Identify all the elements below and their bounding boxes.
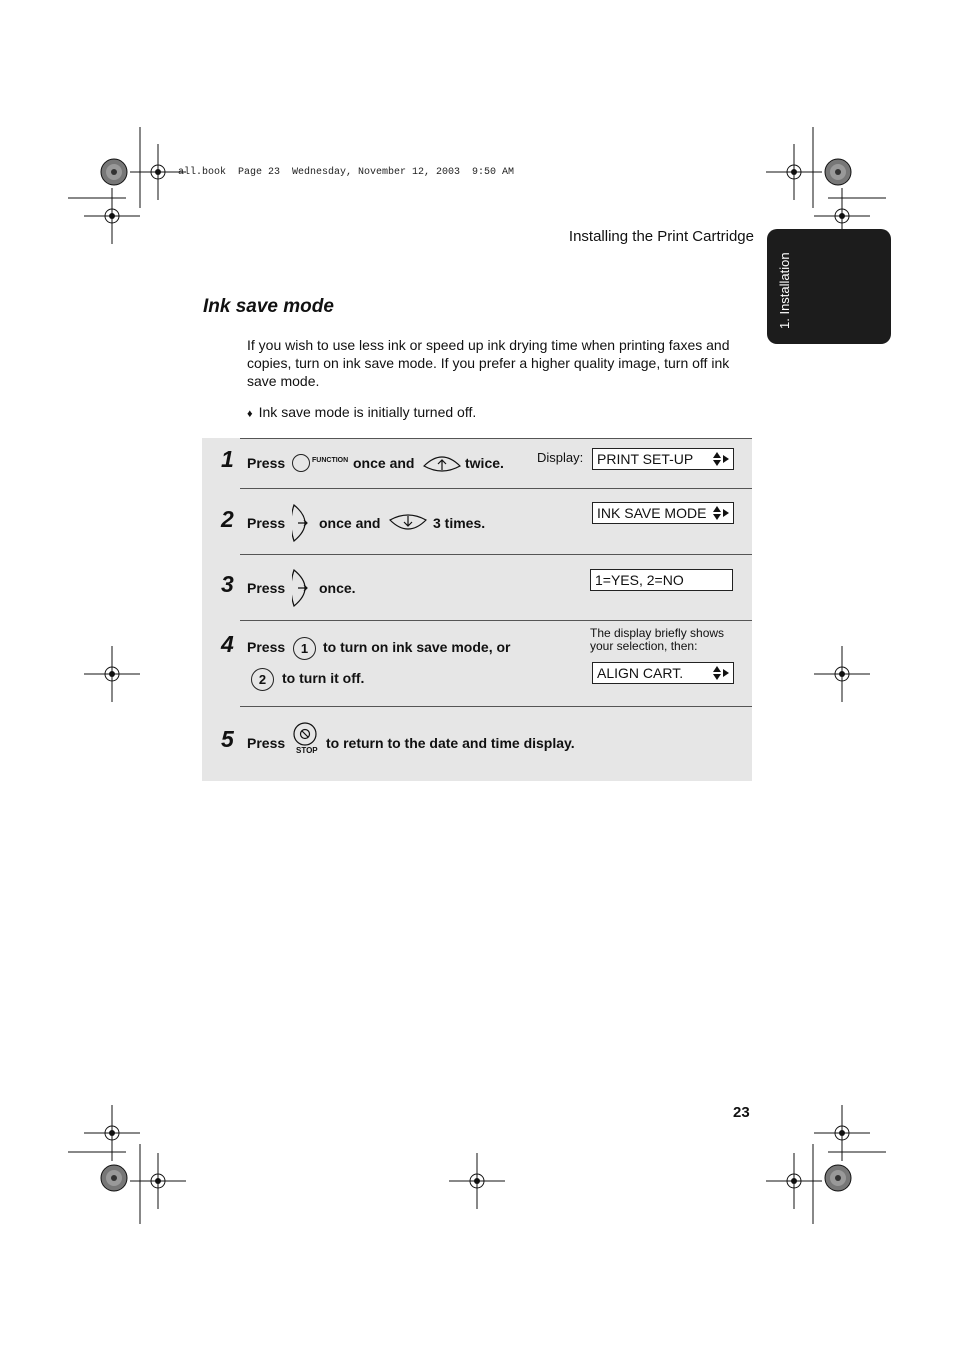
steps-panel: [202, 438, 752, 781]
stop-key-icon: [293, 722, 317, 746]
intro-paragraph: If you wish to use less ink or speed up ink drying time when printing faxes and copies, turn on ink save mode. If you prefer a higher quality image, turn off ink save mode.: [247, 337, 730, 389]
display-text: ALIGN CART.: [597, 665, 684, 681]
display-screen: [592, 662, 734, 684]
step-text: Press: [247, 735, 286, 751]
section-title: Ink save mode: [203, 296, 334, 317]
display-text: PRINT SET-UP: [597, 451, 694, 467]
step-text: Press: [247, 580, 286, 596]
scroll-arrows-icon: [712, 451, 730, 467]
step-text: Press: [247, 515, 286, 531]
step-divider: [240, 706, 752, 707]
up-arrow-key-icon: [423, 452, 461, 474]
display-label: Display:: [537, 450, 584, 465]
print-info: all.book Page 23 Wednesday, November 12, 2003 9:50 AM: [178, 167, 515, 178]
display-text: 1=YES, 2=NO: [595, 572, 684, 588]
bullet-note: [247, 404, 476, 420]
step-number: 3: [221, 571, 234, 597]
step-divider: [240, 620, 752, 621]
step-text: 3 times.: [433, 515, 486, 531]
down-arrow-key-icon: [389, 512, 427, 534]
display-note: The display briefly shows your selection, then:: [590, 626, 725, 653]
function-key-icon: [292, 454, 310, 472]
function-key-label: FUNCTION: [312, 457, 349, 464]
scroll-arrows-icon: [712, 505, 730, 521]
right-arrow-key-icon: [292, 504, 314, 542]
scroll-arrows-icon: [712, 665, 730, 681]
page-number: 23: [733, 1104, 750, 1121]
step-text: to turn on ink save mode, or: [323, 639, 511, 655]
step-text: Press: [247, 639, 286, 655]
step-text: to return to the date and time display.: [326, 735, 575, 751]
number-key-1-icon: 1: [293, 637, 316, 660]
step-text: once.: [319, 580, 356, 596]
right-arrow-key-icon: [292, 569, 314, 607]
step-number: 1: [221, 446, 234, 472]
step-text: once and: [319, 515, 381, 531]
bullet-text: Ink save mode is initially turned off.: [258, 404, 477, 420]
step-divider: [240, 488, 752, 489]
chapter-tab-label: 1. Installation: [777, 252, 792, 329]
display-text: INK SAVE MODE: [597, 505, 707, 521]
step-number: 4: [221, 631, 234, 657]
step-text: twice.: [465, 455, 504, 471]
display-screen: [590, 569, 733, 591]
step-text: to turn it off.: [282, 670, 365, 686]
step-number: 2: [221, 506, 234, 532]
number-key-2-icon: 2: [251, 668, 274, 691]
chapter-tab: [767, 229, 891, 344]
stop-key-label: STOP: [296, 746, 318, 755]
step-text: once and: [353, 455, 415, 471]
diamond-bullet-icon: ♦: [247, 408, 253, 420]
step-divider: [240, 554, 752, 555]
step-number: 5: [221, 726, 234, 752]
display-screen: [592, 448, 734, 470]
step-divider: [240, 438, 752, 439]
step-text: Press: [247, 455, 286, 471]
running-header: Installing the Print Cartridge: [568, 228, 754, 245]
display-screen: [592, 502, 734, 524]
